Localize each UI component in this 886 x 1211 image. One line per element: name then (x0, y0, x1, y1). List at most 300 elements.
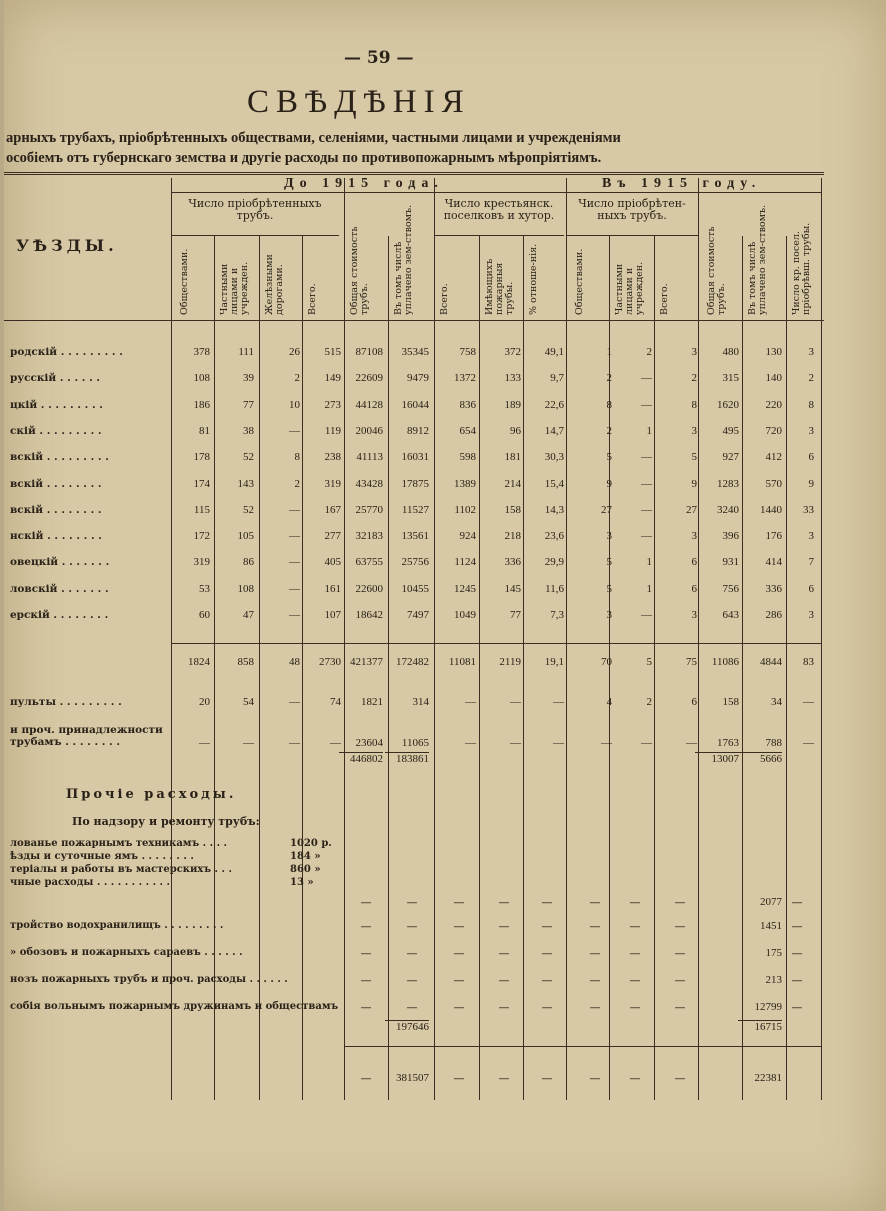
table-cell: 11527 (401, 503, 429, 516)
table-cell: 81 (199, 424, 210, 437)
column-header: % отноше-нія. (528, 243, 539, 315)
table-cell: 26 (289, 346, 300, 358)
column-divider (698, 178, 699, 1100)
total-cell: 11086 (711, 656, 739, 668)
column-header: Всего. (439, 283, 450, 315)
table-cell: 788 (765, 737, 782, 749)
grand-total-pre: 381507 (396, 1072, 429, 1084)
column-divider (609, 236, 610, 1100)
total-cell: 75 (686, 656, 697, 668)
table-cell: 273 (324, 398, 341, 411)
column-header: Желѣзными дорогами. (264, 254, 285, 315)
table-cell: 6 (691, 556, 697, 569)
table-cell: 758 (459, 346, 476, 358)
table-cell: — (641, 609, 652, 621)
table-cell: 74 (330, 696, 341, 708)
table-cell: 9 (691, 477, 697, 490)
table-cell: 6 (691, 696, 697, 708)
table-cell: — (289, 503, 300, 516)
table-cell: 52 (243, 503, 254, 516)
table-cell: 3 (691, 424, 697, 437)
total-cell: 83 (803, 656, 814, 668)
subtitle-line-2: особіемъ отъ губернскаго земства и другіе расходы по противопожарнымъ мѣропріятіямъ. (6, 150, 602, 166)
table-cell: 3 (808, 530, 814, 543)
total-cell: 19,1 (544, 656, 564, 668)
dash-mark: — (406, 920, 418, 933)
column-header: Частными лицами и учрежден. (614, 261, 645, 315)
table-cell: 218 (504, 530, 521, 543)
total-cell: 421377 (350, 656, 383, 668)
page-title: СВѢДѢНІЯ (247, 84, 471, 120)
uezdy-header: УѢЗДЫ. (16, 236, 118, 255)
total-cell: 5 (646, 656, 652, 668)
expense-row-value: 1451 (760, 920, 782, 932)
column-header: Имѣющихъ пожарныя трубы. (484, 258, 515, 315)
page-number: — 59 — (344, 48, 414, 68)
table-cell: 18642 (355, 609, 383, 621)
dash-mark: — (360, 1001, 372, 1014)
total-cell: 858 (237, 656, 254, 668)
table-cell: 53 (199, 582, 210, 595)
table-cell: 30,3 (544, 451, 564, 464)
table-cell: 10455 (401, 582, 429, 595)
dash-mark: — (589, 947, 601, 960)
column-header: Частными лицами и учрежден. (219, 261, 250, 315)
column-header: Всего. (307, 283, 318, 315)
row-name: пульты . . . . . . . . . (10, 696, 122, 708)
dash-mark: — (589, 896, 601, 909)
table-cell: 3 (691, 346, 697, 358)
column-header: Общая стоимость трубъ. (706, 226, 727, 315)
table-cell: 149 (324, 372, 341, 385)
row-name: вскій . . . . . . . . . (10, 451, 109, 464)
table-cell: 1283 (717, 477, 739, 490)
table-cell: 2 (294, 477, 300, 490)
total-cell: 48 (289, 656, 300, 668)
dash-mark: — (360, 920, 372, 933)
table-cell: 9,7 (550, 372, 564, 385)
table-cell: 7497 (407, 609, 429, 621)
table-cell: — (289, 737, 300, 749)
table-cell: 35345 (401, 346, 429, 358)
table-cell: 189 (504, 398, 521, 411)
table-cell: 1 (646, 556, 652, 569)
period-before-1915: До 1915 года. (284, 176, 444, 191)
table-cell: 39 (243, 372, 254, 385)
table-cell: 1245 (454, 582, 476, 595)
table-cell: 52 (243, 451, 254, 464)
expense-item-value: 184 » (290, 851, 321, 862)
table-cell: 1389 (454, 477, 476, 490)
table-cell: — (243, 737, 254, 749)
table-cell: 319 (193, 556, 210, 569)
dash-mark: — (674, 1072, 686, 1085)
group-rule-2 (434, 235, 564, 236)
table-cell: — (641, 372, 652, 385)
table-cell: 11,6 (545, 582, 564, 595)
dash-mark: — (791, 896, 803, 909)
table-cell: 8 (606, 398, 612, 411)
table-cell: 20046 (355, 424, 383, 437)
table-cell: 34 (771, 696, 782, 708)
table-cell: 167 (324, 503, 341, 516)
table-cell: — (641, 737, 652, 749)
dash-mark: — (498, 947, 510, 960)
dash-mark: — (791, 1001, 803, 1014)
table-cell: 5 (691, 451, 697, 464)
table-cell: 3 (691, 530, 697, 543)
table-cell: 598 (459, 451, 476, 464)
dash-mark: — (791, 947, 803, 960)
table-cell: 319 (324, 477, 341, 490)
table-cell: 315 (722, 372, 739, 385)
table-cell: 14,3 (544, 503, 564, 516)
table-cell: — (289, 696, 300, 708)
table-cell: 140 (765, 372, 782, 385)
expense-sum-1915: 16715 (738, 1020, 782, 1033)
dash-mark: — (541, 1001, 553, 1014)
supervision-heading: По надзору и ремонту трубъ: (72, 815, 260, 828)
expense-row-label: нозъ пожарныхъ трубъ и проч. расходы . . . . . . (10, 974, 288, 985)
column-header: Въ томъ числѣ уплачено зем-ствомъ. (393, 204, 414, 315)
table-cell: 1 (606, 346, 612, 358)
dash-mark: — (453, 974, 465, 987)
dash-mark: — (541, 947, 553, 960)
column-divider (434, 178, 435, 1100)
subtotal-cell: 183861 (385, 752, 429, 765)
dash-mark: — (453, 896, 465, 909)
subtotal-cell: 13007 (695, 752, 739, 765)
table-cell: 3 (606, 530, 612, 543)
expense-row-value: 12799 (754, 1001, 782, 1013)
column-divider (388, 236, 389, 1100)
expense-item-label: чные расходы . . . . . . . . . . . (10, 877, 170, 888)
table-cell: 107 (324, 609, 341, 621)
table-cell: 77 (510, 609, 521, 621)
table-cell: — (330, 737, 341, 749)
table-cell: 115 (193, 503, 210, 516)
dash-mark: — (453, 1072, 465, 1085)
supervision-total: 2077 (760, 896, 782, 908)
columns-rule (4, 320, 824, 321)
total-cell: 70 (601, 656, 612, 668)
table-cell: 8912 (407, 424, 429, 437)
subtitle-line-1: арныхъ трубахъ, пріобрѣтенныхъ обществами, селеніями, частными лицами и учрежденіями (6, 130, 621, 146)
table-cell: 32183 (355, 530, 383, 543)
table-cell: 836 (459, 398, 476, 411)
table-cell: 111 (238, 346, 254, 358)
dash-mark: — (541, 1072, 553, 1085)
table-cell: 924 (459, 530, 476, 543)
column-divider (566, 178, 567, 1100)
table-cell: 33 (803, 503, 814, 516)
table-cell: 87108 (355, 346, 383, 358)
dash-mark: — (360, 896, 372, 909)
table-cell: 6 (808, 582, 814, 595)
dash-mark: — (589, 1001, 601, 1014)
dash-mark: — (498, 1072, 510, 1085)
expense-item-value: 13 » (290, 877, 314, 888)
column-divider (214, 236, 215, 1100)
table-cell: 86 (243, 556, 254, 569)
table-cell: — (686, 737, 697, 749)
table-cell: 2 (646, 696, 652, 708)
table-cell: — (465, 696, 476, 708)
row-name: вскій . . . . . . . . (10, 503, 102, 516)
dash-mark: — (589, 920, 601, 933)
group-pipes-before: Число пріобрѣтенныхъ трубъ. (188, 197, 322, 222)
dash-mark: — (674, 947, 686, 960)
document-page (4, 0, 886, 1211)
column-header: Обществами. (179, 248, 190, 315)
expense-item-label: теріалы и работы въ мастерскихъ . . . (10, 864, 232, 875)
table-cell: 3 (606, 609, 612, 621)
table-cell: 145 (504, 582, 521, 595)
table-cell: 480 (722, 346, 739, 358)
table-cell: 29,9 (544, 556, 564, 569)
table-cell: 174 (193, 477, 210, 490)
table-cell: 6 (691, 582, 697, 595)
table-cell: 158 (504, 503, 521, 516)
total-cell: 2730 (319, 656, 341, 668)
group-rule-1 (171, 235, 339, 236)
table-cell: 15,4 (544, 477, 564, 490)
column-divider (742, 236, 743, 1100)
expense-item-value: 860 » (290, 864, 321, 875)
dash-mark: — (629, 1001, 641, 1014)
column-header: Всего. (659, 283, 670, 315)
table-cell: 5 (606, 451, 612, 464)
table-cell: 654 (459, 424, 476, 437)
column-divider (479, 236, 480, 1100)
group-rule-3 (566, 235, 698, 236)
table-cell: 336 (504, 556, 521, 569)
table-cell: 16044 (401, 398, 429, 411)
dash-mark: — (791, 974, 803, 987)
table-cell: 643 (722, 609, 739, 621)
dash-mark: — (589, 974, 601, 987)
table-cell: 10 (289, 398, 300, 411)
table-cell: 238 (324, 451, 341, 464)
total-cell: 2119 (499, 656, 521, 668)
table-cell: 63755 (355, 556, 383, 569)
dash-mark: — (674, 974, 686, 987)
row-name: ловскій . . . . . . . (10, 582, 109, 595)
table-cell: 22,6 (544, 398, 564, 411)
table-cell: — (289, 609, 300, 621)
subtotal-cell: 446802 (339, 752, 383, 765)
table-cell: 25756 (401, 556, 429, 569)
dash-mark: — (541, 974, 553, 987)
table-cell: 314 (412, 696, 429, 708)
table-cell: 1620 (717, 398, 739, 411)
table-cell: 2 (691, 372, 697, 385)
table-cell: 3 (808, 609, 814, 621)
table-cell: — (601, 737, 612, 749)
table-cell: 158 (722, 696, 739, 708)
total-cell: 1824 (188, 656, 210, 668)
column-header: Общая стоимость трубъ. (349, 226, 370, 315)
dash-mark: — (498, 896, 510, 909)
table-cell: 495 (722, 424, 739, 437)
table-cell: — (641, 503, 652, 516)
dash-mark: — (453, 947, 465, 960)
table-cell: 3 (808, 424, 814, 437)
row-name: русскій . . . . . . (10, 372, 101, 385)
table-cell: 336 (765, 582, 782, 595)
table-cell: 27 (686, 503, 697, 516)
dash-mark: — (498, 1001, 510, 1014)
column-header: Число кр. посел. пріобрѣвш. трубы. (791, 222, 812, 315)
table-cell: 378 (193, 346, 210, 358)
grand-total-rule (344, 1046, 821, 1047)
table-cell: 23604 (355, 737, 383, 749)
table-cell: 119 (324, 424, 341, 437)
table-cell: — (641, 477, 652, 490)
table-cell: 570 (765, 477, 782, 490)
dash-mark: — (629, 1072, 641, 1085)
table-cell: 49,1 (544, 346, 564, 358)
table-cell: 515 (324, 346, 341, 358)
table-cell: 44128 (355, 398, 383, 411)
table-cell: 1124 (454, 556, 476, 569)
period-rule (171, 192, 821, 193)
table-cell: 41113 (356, 451, 383, 464)
table-cell: 1372 (454, 372, 476, 385)
table-cell: 372 (504, 346, 521, 358)
row-name: родскій . . . . . . . . . (10, 346, 123, 358)
table-cell: 60 (199, 609, 210, 621)
table-cell: 414 (765, 556, 782, 569)
dash-mark: — (406, 1001, 418, 1014)
total-cell: 4844 (760, 656, 782, 668)
column-divider (654, 236, 655, 1100)
column-header: Въ томъ числѣ уплачено зем-ствомъ. (747, 204, 768, 315)
expense-row-label: тройство водохранилищъ . . . . . . . . . (10, 920, 224, 931)
column-divider (344, 178, 345, 1100)
table-cell: — (465, 737, 476, 749)
table-cell: 927 (722, 451, 739, 464)
table-cell: 3 (808, 346, 814, 358)
table-cell: 108 (193, 372, 210, 385)
column-divider (821, 178, 822, 1100)
table-cell: 27 (601, 503, 612, 516)
row-name: трубамъ . . . . . . . . (10, 736, 121, 748)
row-name: цкій . . . . . . . . . (10, 398, 103, 411)
table-cell: — (289, 556, 300, 569)
table-cell: 277 (324, 530, 341, 543)
table-cell: 172 (193, 530, 210, 543)
table-cell: 396 (722, 530, 739, 543)
dash-mark: — (589, 1072, 601, 1085)
table-cell: 405 (324, 556, 341, 569)
table-cell: — (510, 737, 521, 749)
table-cell: 2 (606, 424, 612, 437)
dash-mark: — (360, 1072, 372, 1085)
dash-mark: — (629, 947, 641, 960)
table-cell: 7,3 (550, 609, 564, 621)
table-cell: 2 (606, 372, 612, 385)
table-cell: 176 (765, 530, 782, 543)
dash-mark: — (453, 920, 465, 933)
table-cell: 181 (504, 451, 521, 464)
column-divider (171, 178, 172, 1100)
table-cell: 9 (606, 477, 612, 490)
table-cell: — (641, 398, 652, 411)
expense-row-label: » обозовъ и пожарныхъ сараевъ . . . . . . (10, 947, 243, 958)
dash-mark: — (453, 1001, 465, 1014)
dash-mark: — (498, 920, 510, 933)
table-cell: 186 (193, 398, 210, 411)
table-cell: 130 (765, 346, 782, 358)
expense-item-label: лованье пожарнымъ техникамъ . . . . (10, 838, 228, 849)
table-cell: 9 (808, 477, 814, 490)
total-cell: 11081 (448, 656, 476, 668)
dash-mark: — (498, 974, 510, 987)
column-divider (786, 236, 787, 1100)
table-cell: — (510, 696, 521, 708)
table-cell: 214 (504, 477, 521, 490)
table-cell: 8 (294, 451, 300, 464)
totals-rule (171, 643, 821, 644)
grand-total-1915: 22381 (754, 1072, 782, 1084)
table-cell: 8 (808, 398, 814, 411)
dash-mark: — (629, 920, 641, 933)
table-cell: — (289, 582, 300, 595)
dash-mark: — (360, 947, 372, 960)
table-cell: 96 (510, 424, 521, 437)
column-divider (523, 236, 524, 1100)
dash-mark: — (360, 974, 372, 987)
subtotal-cell: 5666 (738, 752, 782, 765)
expense-item-label: ѣзды и суточные ямъ . . . . . . . . (10, 851, 194, 862)
row-name: ерскій . . . . . . . . (10, 609, 109, 621)
table-cell: 38 (243, 424, 254, 437)
table-cell: 756 (722, 582, 739, 595)
table-cell: 108 (237, 582, 254, 595)
table-cell: — (553, 737, 564, 749)
table-cell: — (289, 530, 300, 543)
table-cell: 9479 (407, 372, 429, 385)
table-cell: 1102 (454, 503, 476, 516)
table-cell: 3 (691, 609, 697, 621)
total-cell: 172482 (396, 656, 429, 668)
table-cell: 16031 (401, 451, 429, 464)
column-divider (259, 236, 260, 1100)
table-cell: 22600 (355, 582, 383, 595)
row-name: и проч. принадлежности (10, 724, 163, 736)
group-villages: Число крестьянск. поселковъ и хутор. (443, 197, 555, 222)
table-cell: 77 (243, 398, 254, 411)
table-cell: 133 (504, 372, 521, 385)
table-cell: 5 (606, 582, 612, 595)
dash-mark: — (406, 974, 418, 987)
expense-row-label: собія вольнымъ пожарнымъ дружинамъ и обществамъ (10, 1001, 339, 1012)
table-cell: 161 (324, 582, 341, 595)
table-cell: — (199, 737, 210, 749)
table-cell: 22609 (355, 372, 383, 385)
expense-row-value: 213 (765, 974, 782, 986)
row-name: скій . . . . . . . . . (10, 424, 102, 437)
table-cell: 143 (237, 477, 254, 490)
table-cell: 23,6 (544, 530, 564, 543)
table-cell: 1049 (454, 609, 476, 621)
table-cell: — (641, 451, 652, 464)
dash-mark: — (406, 896, 418, 909)
table-cell: 220 (765, 398, 782, 411)
table-cell: 105 (237, 530, 254, 543)
group-pipes-1915: Число пріобрѣтен-ныхъ трубъ. (578, 197, 686, 222)
